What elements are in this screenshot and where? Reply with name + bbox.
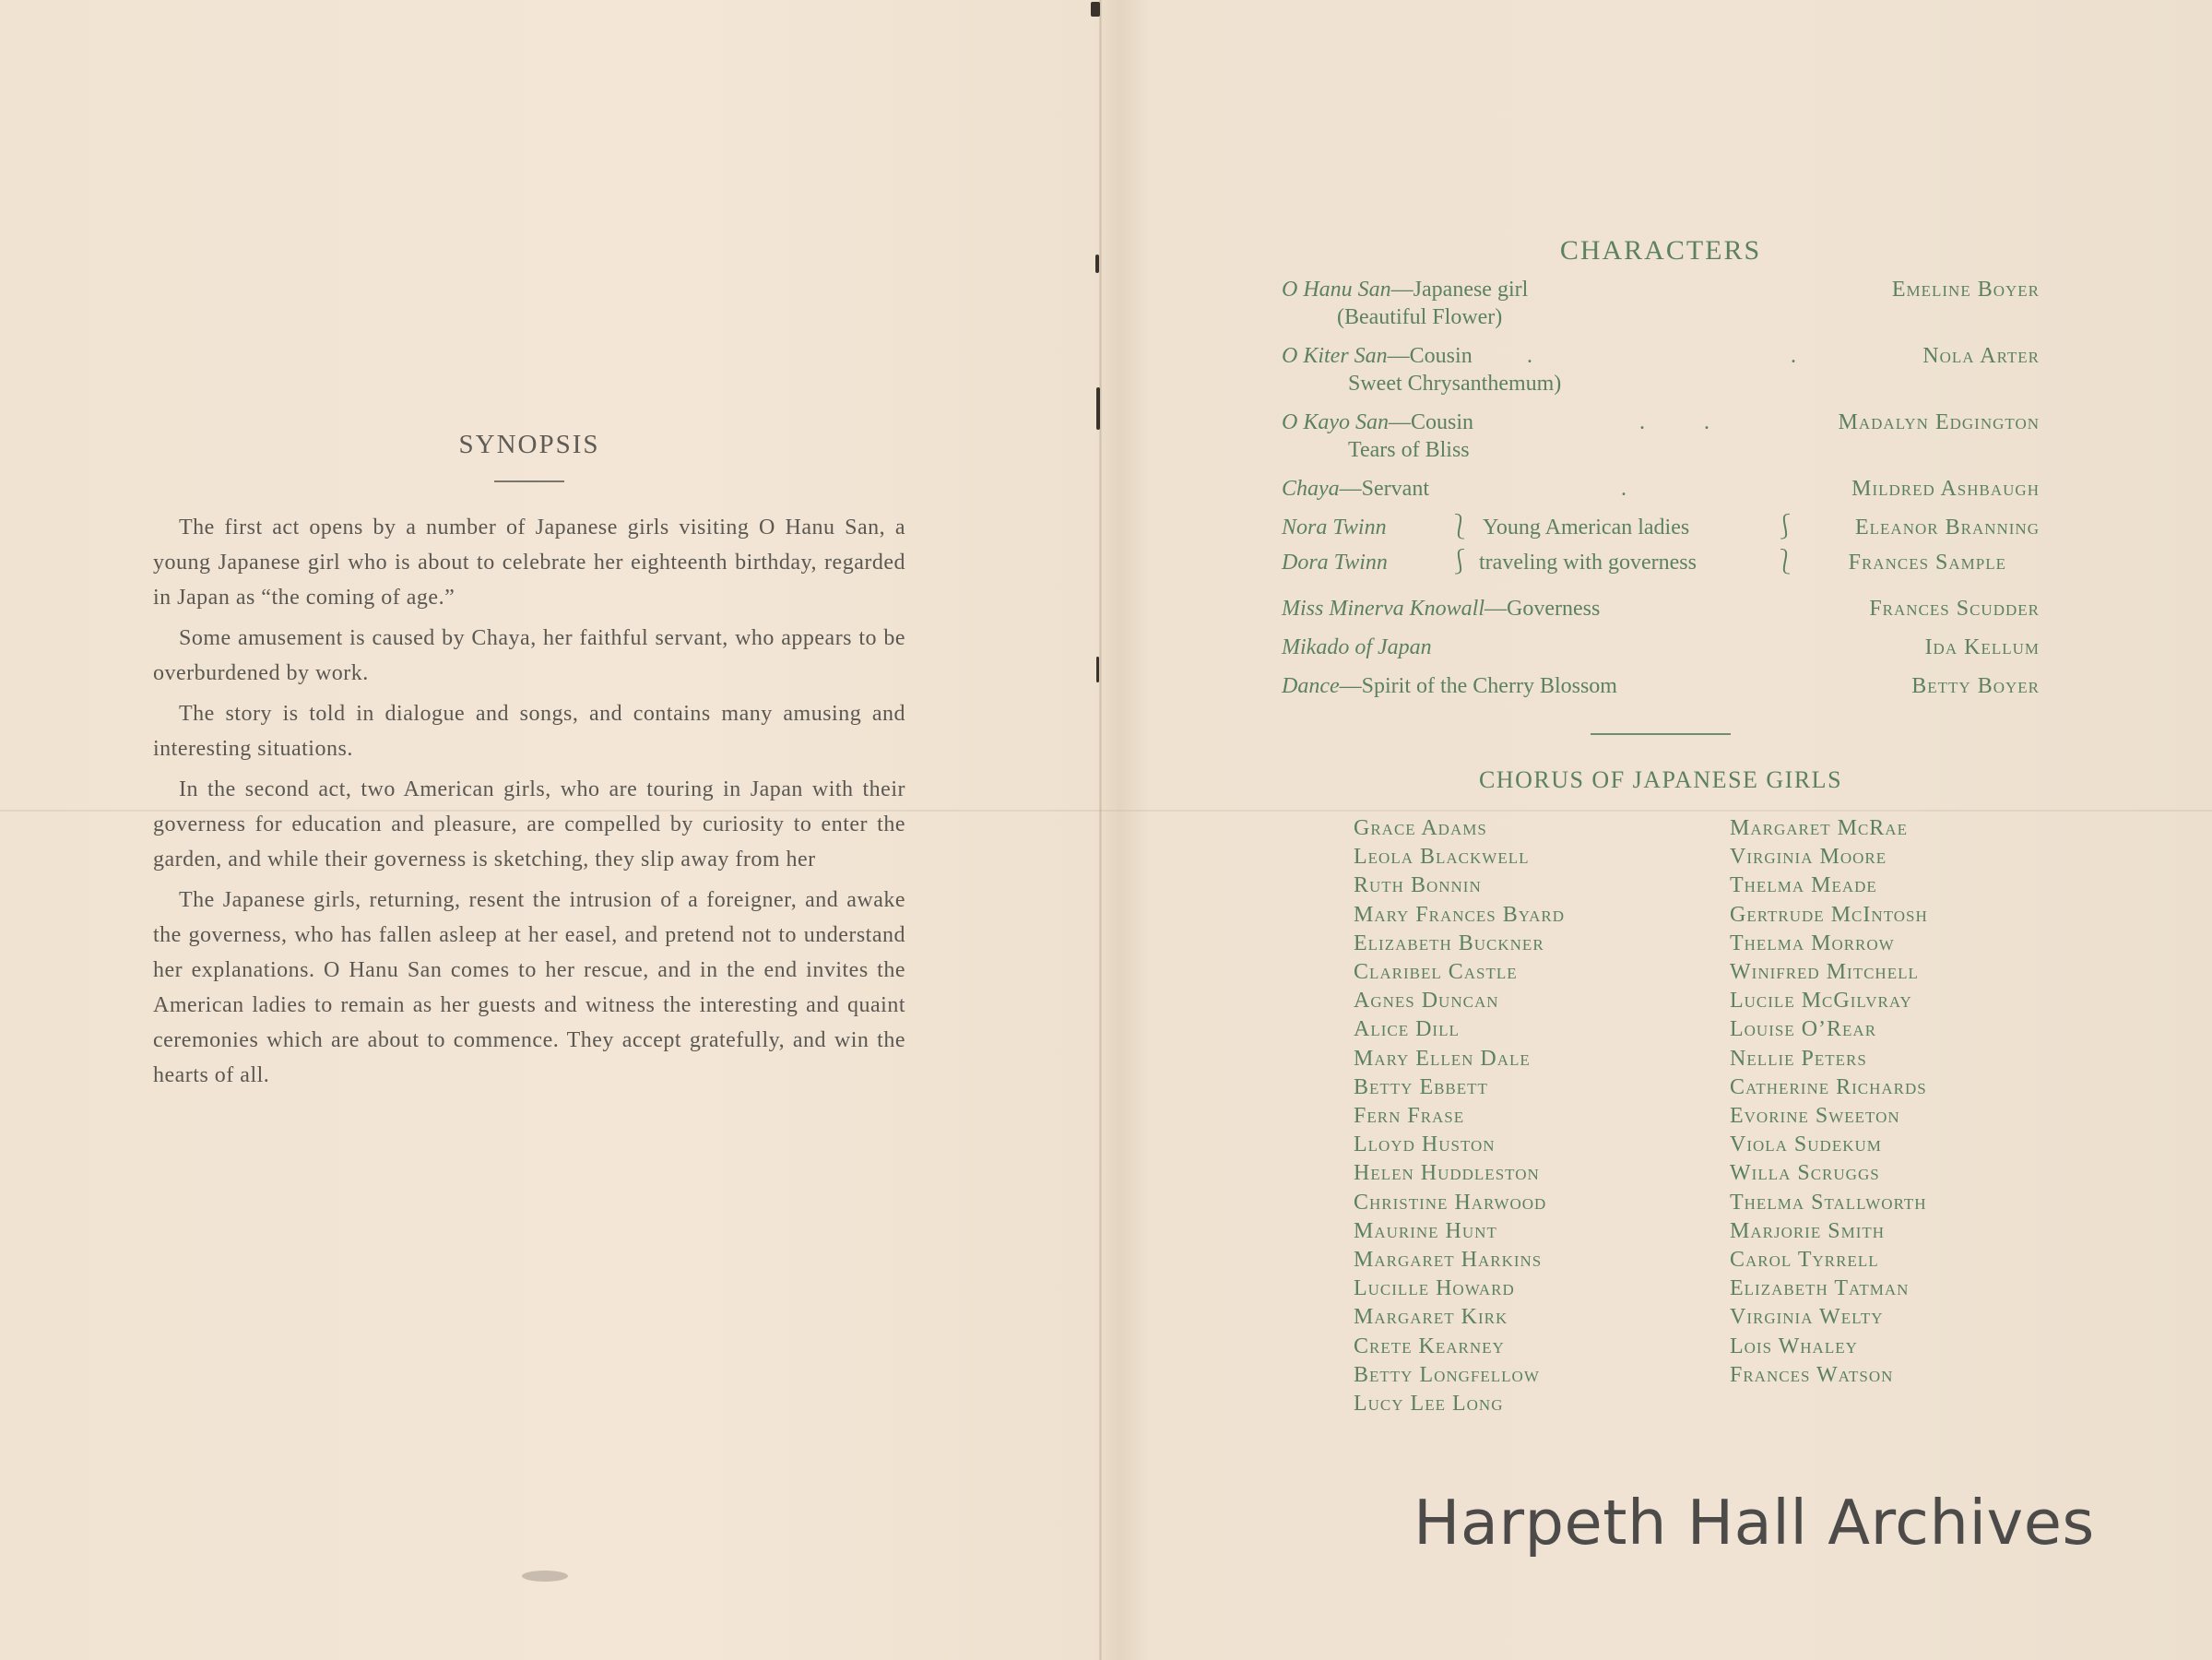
synopsis-rule <box>494 480 564 482</box>
leader-dot: . <box>1621 477 1626 501</box>
chorus-member: Elizabeth Buckner <box>1354 931 1544 955</box>
synopsis-paragraph: The story is told in dialogue and songs, and contains many amusing and interesting situations. <box>153 702 905 761</box>
chorus-member: Nellie Peters <box>1730 1046 1867 1071</box>
leader-dot: . <box>1791 344 1796 368</box>
synopsis-paragraph: The Japanese girls, returning, resent the intrusion of a foreigner, and awake the governess, who has fallen asleep at her easel, and pretend not to understand her explanations. O Hanu San comes to her rescue, and in the end invites the American ladies to remain as her guests and witness the interesting and quaint ceremonies which are about to commence. They accept gratefully, and win the hearts of all. <box>153 888 905 1087</box>
chorus-member: Fern Frase <box>1354 1104 1465 1129</box>
chorus-member: Christine Harwood <box>1354 1190 1547 1215</box>
chorus-member: Ruth Bonnin <box>1354 873 1482 898</box>
chorus-column-right <box>1730 814 1928 1390</box>
role-name: Nora Twinn <box>1282 516 1387 540</box>
actor-name: Ida Kellum <box>1924 635 2040 659</box>
character-row <box>1282 342 2040 397</box>
chorus-member: Viola Sudekum <box>1730 1132 1882 1157</box>
character-row <box>1282 672 2040 700</box>
chorus-member: Leola Blackwell <box>1354 845 1530 870</box>
paper-smudge <box>522 1571 568 1582</box>
archive-watermark: Harpeth Hall Archives <box>1414 1487 2095 1559</box>
chorus-member: Lois Whaley <box>1730 1334 1858 1358</box>
brace-right: ⎱ <box>1773 549 1798 575</box>
characters-title: CHARACTERS <box>1559 235 1762 266</box>
staple-mark-lower <box>1096 657 1099 682</box>
chorus-member: Mary Ellen Dale <box>1354 1046 1531 1071</box>
actor-name: Frances Sample <box>1848 551 2006 575</box>
role-name: Mikado of Japan <box>1282 635 1432 659</box>
chorus-title: CHORUS OF JAPANESE GIRLS <box>1478 766 1843 793</box>
role-description: —Governess <box>1485 597 1601 621</box>
chorus-member: Catherine Richards <box>1730 1074 1927 1099</box>
chorus-member: Crete Kearney <box>1354 1334 1505 1358</box>
role-description: —Spirit of the Cherry Blossom <box>1339 674 1617 698</box>
chorus-member: Marjorie Smith <box>1730 1218 1886 1243</box>
chorus-member: Grace Adams <box>1354 816 1487 840</box>
synopsis-title: SYNOPSIS <box>458 430 600 459</box>
actor-name: Madalyn Edgington <box>1838 410 2040 434</box>
role-name: Dance <box>1282 674 1340 698</box>
chorus-member: Helen Huddleston <box>1354 1161 1540 1186</box>
chorus-member: Carol Tyrrell <box>1730 1248 1879 1273</box>
actor-name: Frances Scudder <box>1869 597 2040 621</box>
staple-hole-top <box>1091 2 1100 17</box>
role-description: —Cousin <box>1389 410 1474 434</box>
chorus-member: Virginia Moore <box>1730 845 1887 870</box>
actor-name: Mildred Ashbaugh <box>1851 477 2040 501</box>
chorus-member: Margaret Kirk <box>1354 1305 1508 1330</box>
role-description: —Cousin <box>1387 344 1473 368</box>
staple-mark-middle <box>1096 387 1100 430</box>
chorus-member: Louise O’Rear <box>1730 1017 1877 1042</box>
chorus-member: Elizabeth Tatman <box>1730 1276 1910 1301</box>
chorus-member: Lucy Lee Long <box>1354 1392 1504 1417</box>
chorus-member: Margaret Harkins <box>1354 1248 1543 1273</box>
chorus-member: Lucile McGilvray <box>1730 989 1912 1014</box>
chorus-member: Thelma Meade <box>1730 873 1877 898</box>
role-name: Miss Minerva Knowall <box>1282 597 1485 621</box>
role-name: O Hanu San <box>1282 278 1391 302</box>
chorus-member: Lloyd Huston <box>1354 1132 1496 1157</box>
brace-left: ⎱ <box>1448 514 1473 540</box>
synopsis-paragraph: The first act opens by a number of Japanese girls visiting O Hanu San, a young Japanese girl who is about to celebrate her eighteenth birthday, regarded in Japan as “the coming of age.” <box>153 516 905 610</box>
role-description: —Servant <box>1339 477 1429 501</box>
actor-name: Betty Boyer <box>1911 674 2040 698</box>
chorus-list <box>1282 814 2040 1423</box>
chorus-member: Thelma Stallworth <box>1730 1190 1927 1215</box>
leader-dot: . <box>1704 410 1709 434</box>
chorus-member: Agnes Duncan <box>1354 989 1499 1014</box>
chorus-member: Maurine Hunt <box>1354 1218 1497 1243</box>
characters-section <box>1282 235 2040 1423</box>
synopsis-paragraph: In the second act, two American girls, who are touring in Japan with their governess for education and pleasure, are compelled by curiosity to enter the garden, and while their governess is sketching, they slip away from her <box>153 777 905 872</box>
character-row <box>1282 409 2040 464</box>
role-description: —Japanese girl <box>1390 278 1529 302</box>
chorus-member: Frances Watson <box>1730 1362 1894 1387</box>
chorus-member: Virginia Welty <box>1730 1305 1884 1330</box>
character-row <box>1282 276 2040 331</box>
chorus-member: Thelma Morrow <box>1730 931 1895 955</box>
twinn-group <box>1282 514 2040 584</box>
role-name: Dora Twinn <box>1282 551 1388 575</box>
actor-name: Eleanor Branning <box>1855 516 2040 540</box>
twinn-description: traveling with governess <box>1479 551 1697 575</box>
brace-left: ⎰ <box>1448 549 1473 575</box>
chorus-member: Gertrude McIntosh <box>1730 902 1928 927</box>
synopsis-section <box>153 430 905 1098</box>
chorus-member: Lucille Howard <box>1354 1276 1515 1301</box>
chorus-member: Evorine Sweeton <box>1730 1104 1900 1129</box>
center-fold <box>1099 0 1102 1660</box>
chorus-member: Alice Dill <box>1354 1017 1460 1042</box>
section-rule <box>1591 733 1731 735</box>
leader-dot: . <box>1527 344 1532 368</box>
character-row <box>1282 475 2040 503</box>
actor-name: Emeline Boyer <box>1891 278 2040 302</box>
chorus-member: Willa Scruggs <box>1730 1161 1880 1186</box>
chorus-member: Betty Ebbett <box>1354 1074 1488 1099</box>
chorus-column-left <box>1354 814 1565 1418</box>
chorus-member: Betty Longfellow <box>1354 1362 1540 1387</box>
chorus-member: Mary Frances Byard <box>1354 902 1566 927</box>
role-name: O Kiter San <box>1282 344 1388 368</box>
role-name: O Kayo San <box>1282 410 1389 434</box>
synopsis-paragraph: Some amusement is caused by Chaya, her faithful servant, who appears to be overburdened by work. <box>153 626 905 685</box>
actor-name: Nola Arter <box>1922 344 2040 368</box>
leader-dot: . <box>1639 410 1645 434</box>
role-subtitle: Sweet Chrysanthemum) <box>1348 372 1562 396</box>
role-subtitle: Tears of Bliss <box>1348 438 1470 462</box>
role-subtitle: (Beautiful Flower) <box>1337 305 1503 329</box>
staple-mark-upper <box>1095 255 1099 273</box>
chorus-member: Winifred Mitchell <box>1730 960 1919 985</box>
chorus-member: Margaret McRae <box>1730 816 1908 840</box>
chorus-member: Claribel Castle <box>1354 960 1518 985</box>
character-row <box>1282 634 2040 661</box>
twinn-description: Young American ladies <box>1483 516 1690 540</box>
character-row <box>1282 595 2040 622</box>
role-name: Chaya <box>1282 477 1340 501</box>
brace-right: ⎰ <box>1773 514 1798 540</box>
